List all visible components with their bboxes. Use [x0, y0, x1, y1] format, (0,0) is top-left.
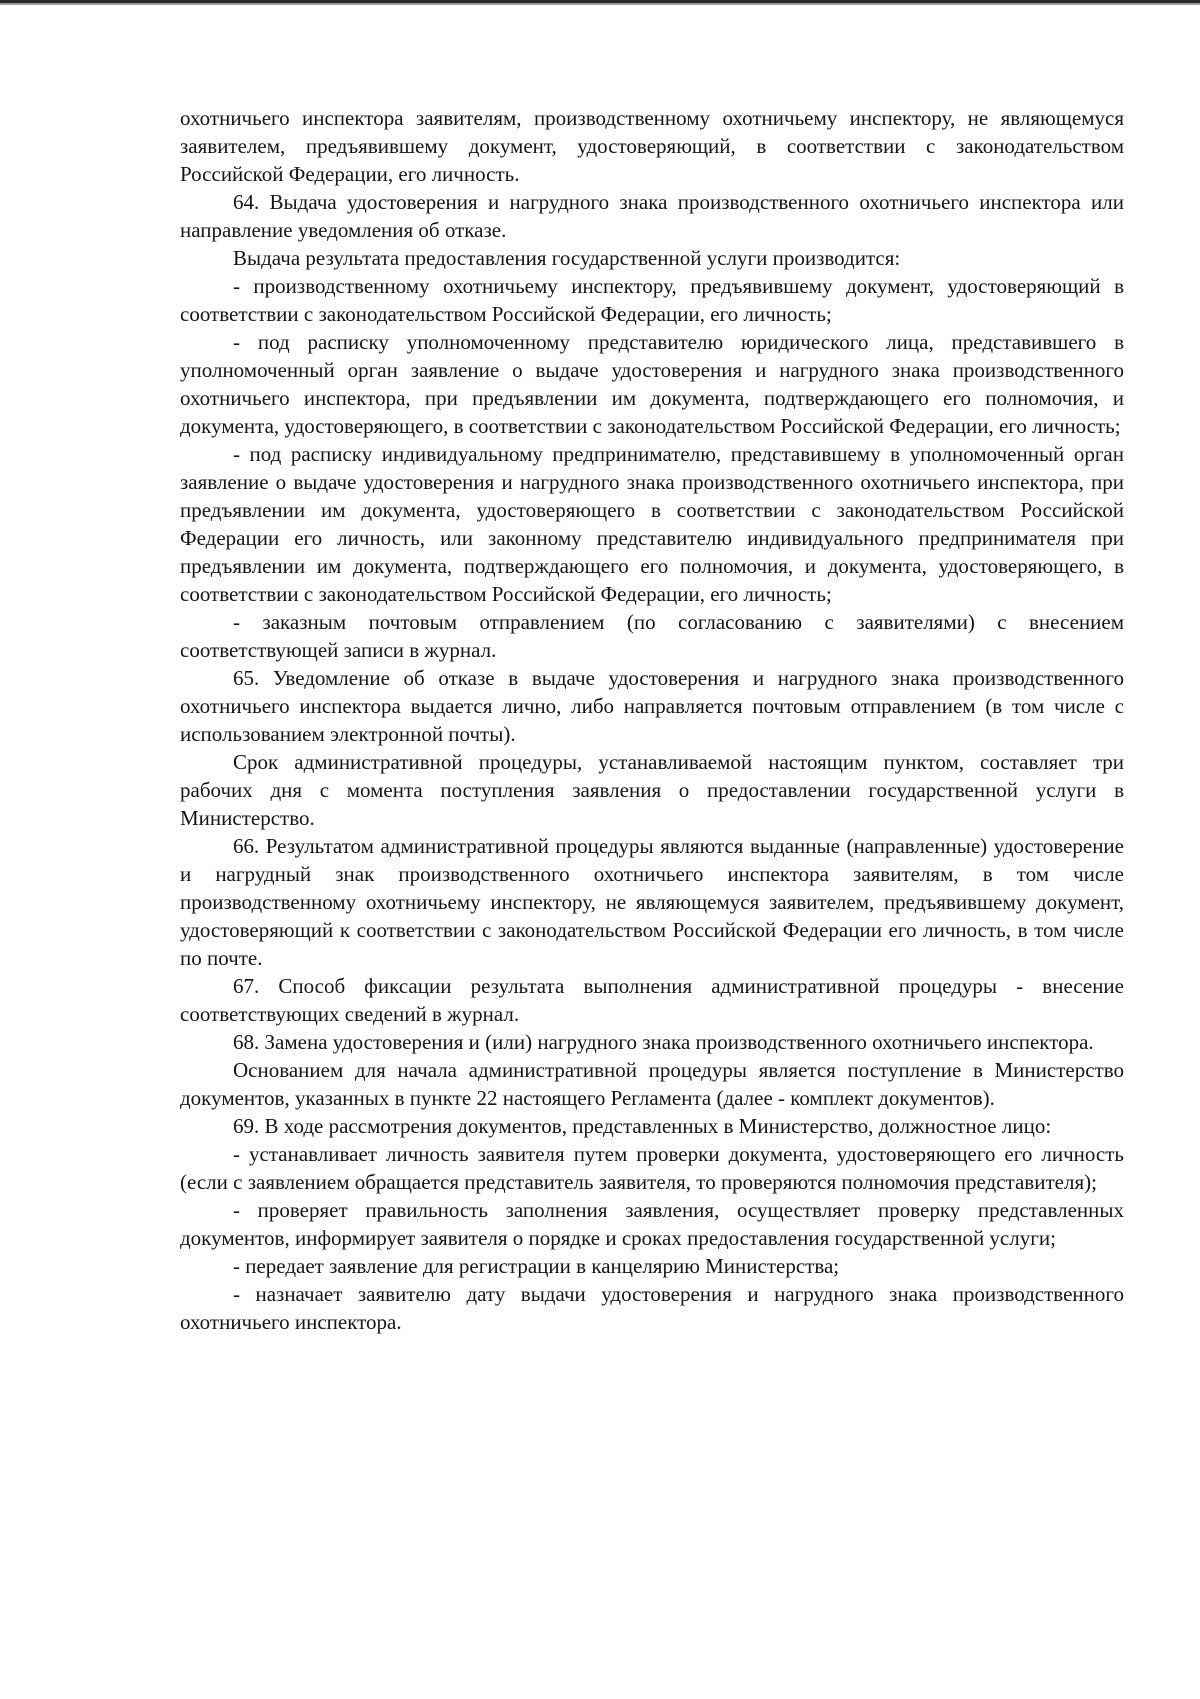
paragraph-66: 66. Результатом административной процедуры являются выданные (направленные) удостоверение и нагрудный знак производственного охотничьего инспектора заявителям, в том числе производственному охотничьему инспектору, не являющемуся заявителем, предъявившему документ, удостоверяющий к соответствии с законодательством Российской Федерации его личность, в том числе по почте. [180, 834, 1124, 970]
scan-top-edge-shadow [0, 3, 1200, 5]
paragraph-continuation: охотничьего инспектора заявителям, производственному охотничьему инспектору, не являющемуся заявителем, предъявившему документ, удостоверяющий, в соответствии с законодательством Российской Федерации, его личность. [180, 106, 1124, 186]
list-item-entrepreneur: - под расписку индивидуальному предпринимателю, представившему в уполномоченный орган заявление о выдаче удостоверения и нагрудного знака производственного охотничьего инспектора, при предъявлении им документа, удостоверяющего в соответствии с законодательством Российской Федерации его личность, или законному представителю индивидуального предпринимателя при предъявлении им документа, подтверждающего его полномочия, и документа, удостоверяющего, в соответствии с законодательством Российской Федерации, его личность; [180, 442, 1124, 606]
paragraph-68: 68. Замена удостоверения и (или) нагрудного знака производственного охотничьего инспектора. [233, 1030, 1094, 1054]
paragraph-67: 67. Способ фиксации результата выполнения административной процедуры - внесение соответствующих сведений в журнал. [180, 974, 1124, 1026]
paragraph-69: 69. В ходе рассмотрения документов, представленных в Министерство, должностное лицо: [233, 1114, 1052, 1138]
list-item-register: - передает заявление для регистрации в канцелярию Министерства; [233, 1254, 840, 1278]
paragraph-result-issuance: Выдача результата предоставления государственной услуги производится: [233, 246, 901, 270]
paragraph-64: 64. Выдача удостоверения и нагрудного знака производственного охотничьего инспектора или направление уведомления об отказе. [180, 190, 1124, 242]
list-item-identify: - устанавливает личность заявителя путем проверки документа, удостоверяющего его личность (если с заявлением обращается представитель заявителя, то проверяются полномочия представителя); [180, 1142, 1124, 1194]
list-item-registered-mail: - заказным почтовым отправлением (по согласованию с заявителями) с внесением соответствующей записи в журнал. [180, 610, 1124, 662]
list-item-assign-date: - назначает заявителю дату выдачи удостоверения и нагрудного знака производственного охотничьего инспектора. [180, 1282, 1124, 1334]
paragraph-65: 65. Уведомление об отказе в выдаче удостоверения и нагрудного знака производственного охотничьего инспектора выдается лично, либо направляется почтовым отправлением (в том числе с использованием электронной почты). [180, 666, 1124, 746]
list-item-check: - проверяет правильность заполнения заявления, осуществляет проверку представленных документов, информирует заявителя о порядке и сроках предоставления государственной услуги; [180, 1198, 1124, 1250]
list-item-legal-entity: - под расписку уполномоченному представителю юридического лица, представившего в уполномоченный орган заявление о выдаче удостоверения и нагрудного знака производственного охотничьего инспектора, при предъявлении им документа, подтверждающего его полномочия, и документа, удостоверяющего, в соответствии с законодательством Российской Федерации, его личность; [180, 330, 1124, 438]
list-item-inspector: - производственному охотничьему инспектору, предъявившему документ, удостоверяющий в соответствии с законодательством Российской Федерации, его личность; [180, 274, 1124, 326]
paragraph-basis: Основанием для начала административной процедуры является поступление в Министерство документов, указанных в пункте 22 настоящего Регламента (далее - комплект документов). [180, 1058, 1124, 1110]
paragraph-term: Срок административной процедуры, устанавливаемой настоящим пунктом, составляет три рабочих дня с момента поступления заявления о предоставлении государственной услуги в Министерство. [180, 750, 1124, 830]
document-page [180, 104, 1124, 1336]
